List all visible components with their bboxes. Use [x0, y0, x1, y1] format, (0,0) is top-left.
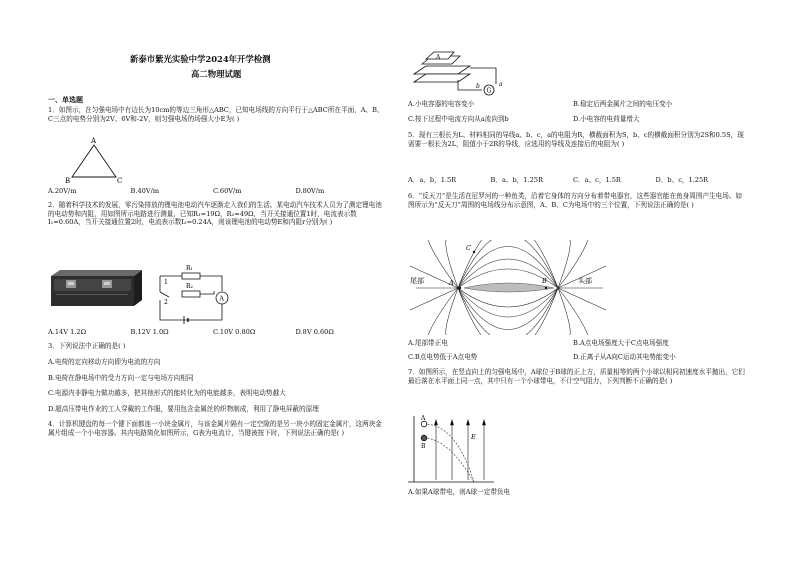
- point-b-dot: [545, 287, 547, 289]
- resistor-r2: [182, 291, 200, 297]
- q2-option-d[interactable]: D.8V 0.60Ω: [295, 328, 334, 336]
- question-4-options-row1: [408, 100, 738, 109]
- question-2-options: [48, 328, 378, 337]
- fish-body: [464, 283, 554, 292]
- q6-option-a[interactable]: A.尾部带正电: [408, 339, 448, 347]
- battery-photo: [48, 268, 144, 308]
- question-1-text: 1．如图示，在匀强电场中有边长为10cm的等边三角形△ABC，已知电场线的方向平行于△ABC所在平面，A、B、C三点的电势分别为2V、6V和-2V，则匀强电场的场强大小E为( ): [48, 106, 384, 123]
- triangle-label-c: C: [117, 177, 123, 184]
- fig7-label-a: A: [421, 415, 426, 422]
- q4-option-a[interactable]: A.小电容器的电容变小: [408, 100, 475, 108]
- keyboard-capacitor-figure: [412, 46, 512, 96]
- question-6-options-row2: [408, 353, 738, 362]
- q5-option-a[interactable]: A．a、b，1.5R: [408, 176, 457, 184]
- circuit-label-2: 2: [164, 299, 168, 306]
- q4-option-d[interactable]: D.小电容的电荷量增大: [573, 115, 640, 123]
- ball-b: [421, 435, 427, 441]
- circuit-diagram: [152, 264, 252, 330]
- fig4-label-g: G: [486, 87, 492, 95]
- exam-title: 高二物理试题: [191, 69, 242, 79]
- q2-option-c[interactable]: C.10V 0.80Ω: [213, 328, 256, 336]
- projectile-field-figure: [408, 414, 494, 486]
- fig6-label-tail: 尾部: [410, 277, 424, 285]
- question-3-text: 3．下列说法中正确的是( ): [48, 342, 126, 350]
- q6-option-c[interactable]: C.B点电势低于A点电势: [408, 353, 478, 361]
- q5-option-d[interactable]: D．b、c，1.25R: [655, 176, 709, 184]
- q5-option-b[interactable]: B．a、b，1.25R: [490, 176, 543, 184]
- circuit-label-1: 1: [164, 279, 168, 286]
- q3-option-d[interactable]: D.超高压带电作业的工人穿戴的工作服，要用包含金属丝的织物制成，利用了静电屏蔽的原理: [48, 405, 319, 413]
- point-a-dot: [459, 287, 461, 289]
- fig6-label-head: 头部: [578, 277, 592, 285]
- q3-option-a[interactable]: A.电荷的定向移动方向即为电流的方向: [48, 358, 161, 366]
- resistor-r1: [182, 273, 200, 279]
- q1-option-c[interactable]: C.60V/m: [213, 187, 242, 195]
- fig6-label-a: A: [449, 279, 454, 287]
- q5-option-c[interactable]: C．a、c，1.5R: [573, 176, 621, 184]
- school-title: 新泰市紫光实验中学2024年开学检测: [130, 54, 271, 64]
- fig7-label-b: B: [421, 443, 426, 450]
- question-5-text: 5．现有三根长为L、材料相同的导线a、b、c，a的电阻为R，横截面积为S，b、c的横截面积分别为2S和0.5S，现需要一根长为2L，阻值小于2R的导线，应选用的导线及连接后的电阻为( ): [408, 131, 744, 148]
- fig4-label-a: a: [499, 81, 503, 88]
- triangle-figure: [64, 136, 124, 184]
- q4-option-c[interactable]: C.按下过程中电流方向从a流向到b: [408, 115, 509, 123]
- question-2-text: 2．随着科学技术的发展，零污染排放的锂电池电动汽车逐渐走入我们的生活。某电动汽车技术人员为了测定锂电池的电动势和内阻，用如图所示电路进行测量，已知R₁=19Ω，R₂=49Ω，当开关接通位置1时，电流表示数I₁=0.60A，当开关接通位置2时，电流表示数I₂=0.24A，则该锂电池的电动势E和内阻r分别为( ): [48, 201, 382, 227]
- q4-option-b[interactable]: B.稳定后两金属片之间的电压变小: [573, 100, 673, 108]
- q6-option-d[interactable]: D.正离子从A向C运动其电势能变小: [573, 353, 676, 361]
- circuit-label-ammeter: A: [219, 295, 224, 303]
- q7-option-a[interactable]: A.如果A球带电，则A球一定带负电: [408, 488, 511, 496]
- triangle-label-b: B: [65, 177, 71, 184]
- circuit-label-r2: R₂: [186, 283, 193, 290]
- q2-option-a[interactable]: A.14V 1.2Ω: [48, 328, 87, 336]
- fig6-label-b: B: [542, 277, 547, 285]
- question-5-options: [408, 176, 738, 185]
- question-4-text: 4．计算机键盘的每一个键下面都连一小块金属片，与该金属片隔有一定空隙的是另一块小的固定金属片，这两块金属片组成一个小电容器。其内电路简化如图所示，G表为电流计，当键被按下时，下列说法正确的是( ): [48, 420, 382, 437]
- q6-option-b[interactable]: B.A点电场强度大于C点电场强度: [573, 339, 669, 347]
- fish-field-figure: [408, 240, 608, 335]
- ball-a: [421, 421, 427, 427]
- fig6-label-c: C: [466, 244, 471, 252]
- question-1-options: [48, 187, 378, 196]
- q1-option-d[interactable]: D.80V/m: [295, 187, 325, 195]
- q1-option-b[interactable]: B.40V/m: [130, 187, 160, 195]
- q2-option-b[interactable]: B.12V 1.0Ω: [130, 328, 169, 336]
- fig4-label-b: b: [476, 83, 480, 90]
- point-c-dot: [473, 251, 475, 253]
- question-6-options-row1: [408, 339, 738, 348]
- fig7-label-e: E: [471, 433, 476, 441]
- question-7-text: 7．如图所示，在竖直向上的匀强电场中，A球位于B球的正上方，质量相等的两个小球以相同初速度水平抛出，它们最后落在水平面上同一点，其中只有一个小球带电，不计空气阻力，下列判断不正确的是( ): [408, 368, 745, 385]
- circuit-label-r1: R₁: [186, 265, 193, 272]
- question-6-text: 6．“反天刀”是生活在尼罗河的一种鱼类，沿着它身体的方向分布着带电器官，这些器官能在鱼身周围产生电场。如图所示为“反天刀”周围的电场线分布示意图，A、B、C为电场中的三个位置，下列说法正确的是( ): [408, 192, 743, 209]
- section-heading: 一、单选题: [48, 95, 83, 104]
- question-4-options-row2: [408, 115, 738, 124]
- q3-option-c[interactable]: C.电源内非静电力做功越多，把其他形式的能转化为的电能越多，表明电动势越大: [48, 389, 286, 397]
- triangle-label-a: A: [91, 137, 97, 145]
- q1-option-a[interactable]: A.20V/m: [48, 187, 77, 195]
- q3-option-b[interactable]: B.电荷在静电场中的受力方向一定与电场方向相同: [48, 374, 194, 382]
- fig4-label-a-key: A: [436, 54, 441, 61]
